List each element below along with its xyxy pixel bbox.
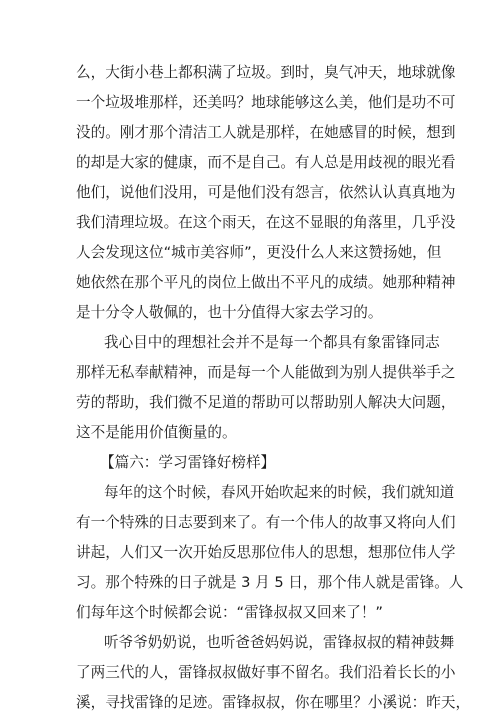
text-line: 讲起，人们又一次开始反思那位伟人的思想，想那位伟人学: [76, 544, 456, 561]
text-line: 溪，寻找雷锋的足迹。雷锋叔叔，你在哪里？小溪说：昨天，: [76, 694, 471, 711]
text-line: 么，大街小巷上都积满了垃圾。到时，臭气冲天，地球就像: [76, 64, 456, 81]
text-line: 是十分令人敬佩的，也十分值得大家去学习的。: [76, 304, 383, 321]
text-line: 这不是能用价值衡量的。: [76, 424, 237, 441]
text-line: 人会发现这位“城市美容师”，更没什么人来这赞扬她，但: [76, 244, 442, 261]
text-line: 她依然在那个平凡的岗位上做出不平凡的成绩。她那种精神: [76, 274, 456, 291]
text-line: 我们清理垃圾。在这个雨天，在这不显眼的角落里，几乎没: [76, 214, 456, 231]
text-line: 一个垃圾堆那样，还美吗？地球能够这么美，他们是功不可: [76, 94, 456, 111]
text-line: 没的。刚才那个清洁工人就是那样，在她感冒的时候，想到: [76, 124, 456, 141]
paragraph-first-line: 每年的这个时候，春风开始吹起来的时候，我们就知道: [104, 484, 455, 501]
text-line: 那样无私奉献精神，而是每一个人能做到为别人提供举手之: [76, 364, 456, 381]
text-line: 习。那个特殊的日子就是 3 月 5 日，那个伟人就是雷锋。人: [76, 574, 464, 591]
section-heading: 【篇六：学习雷锋好榜样】: [100, 454, 276, 471]
text-line: 有一个特殊的日志要到来了。有一个伟人的故事又将向人们: [76, 514, 456, 531]
text-line: 的却是大家的健康，而不是自己。有人总是用歧视的眼光看: [76, 154, 456, 171]
text-line: 他们，说他们没用，可是他们没有怨言，依然认认真真地为: [76, 184, 456, 201]
paragraph-first-line: 听爷爷奶奶说，也听爸爸妈妈说，雷锋叔叔的精神鼓舞: [104, 634, 455, 651]
text-line: 了两三代的人，雷锋叔叔做好事不留名。我们沿着长长的小: [76, 664, 456, 681]
text-line: 们每年这个时候都会说：“雷锋叔叔又回来了！”: [76, 604, 383, 621]
paragraph-first-line: 我心目中的理想社会并不是每一个都具有象雷锋同志: [104, 334, 440, 351]
text-line: 劳的帮助，我们微不足道的帮助可以帮助别人解决大问题，: [76, 394, 456, 411]
